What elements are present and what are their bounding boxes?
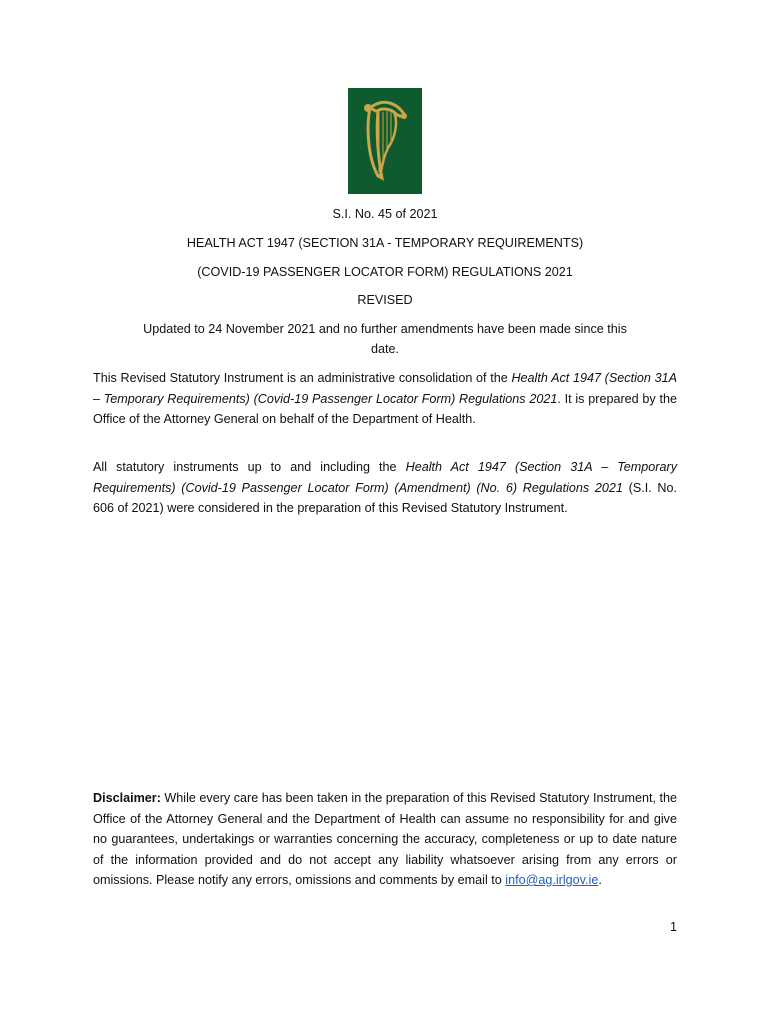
- amendments-paragraph: [93, 457, 677, 519]
- revised-label: REVISED: [357, 293, 413, 307]
- email-link[interactable]: info@ag.irlgov.ie: [505, 873, 599, 887]
- amendments-text: All statutory instruments up to and including the: [93, 460, 406, 474]
- intro-text: This Revised Statutory Instrument is an administrative consolidation of the: [93, 371, 512, 385]
- si-number: S.I. No. 45 of 2021: [332, 207, 438, 221]
- amendments-act-title: Health Act 1947 (Section 31A – Temporary Requirements) (Covid-19 Passenger Locator Form) (Amendment) (No. 6) Regulations 2021: [93, 460, 677, 495]
- intro-text-end: . It is prepared by the Office of the Attorney General on behalf of the Department of Health.: [93, 391, 677, 426]
- harp-icon: [348, 88, 422, 194]
- intro-act-title: Health Act 1947 (Section 31A – Temporary Requirements) (Covid-19 Passenger Locator Form) Regulations 2021: [93, 371, 677, 406]
- state-crest: [348, 88, 422, 194]
- disclaimer-label: Disclaimer:: [93, 791, 161, 805]
- updated-line-2: date.: [370, 342, 399, 356]
- disclaimer-paragraph: [93, 788, 677, 891]
- disclaimer-text: While every care has been taken in the preparation of this Revised Statutory Instrument, the Office of the Attorney General and the Department of Health can assume no responsibility for and give no guarantees, undertakings or warranties concerning the accuracy, completeness or up to date nature of the information provided and do not accept any liability whatsoever arising from any errors or omissions. Please notify any errors, omissions and comments by email to: [93, 791, 677, 887]
- page-number: 1: [669, 920, 677, 934]
- amendments-text-end: (S.I. No. 606 of 2021) were considered in the preparation of this Revised Statutory Instrument.: [93, 480, 677, 515]
- title-line-2: (COVID-19 PASSENGER LOCATOR FORM) REGULATIONS 2021: [197, 265, 573, 279]
- updated-line-1: Updated to 24 November 2021 and no further amendments have been made since this: [143, 322, 627, 336]
- title-line-1: HEALTH ACT 1947 (SECTION 31A - TEMPORARY REQUIREMENTS): [186, 236, 584, 250]
- disclaimer-end: .: [598, 873, 602, 887]
- intro-paragraph: [93, 368, 677, 430]
